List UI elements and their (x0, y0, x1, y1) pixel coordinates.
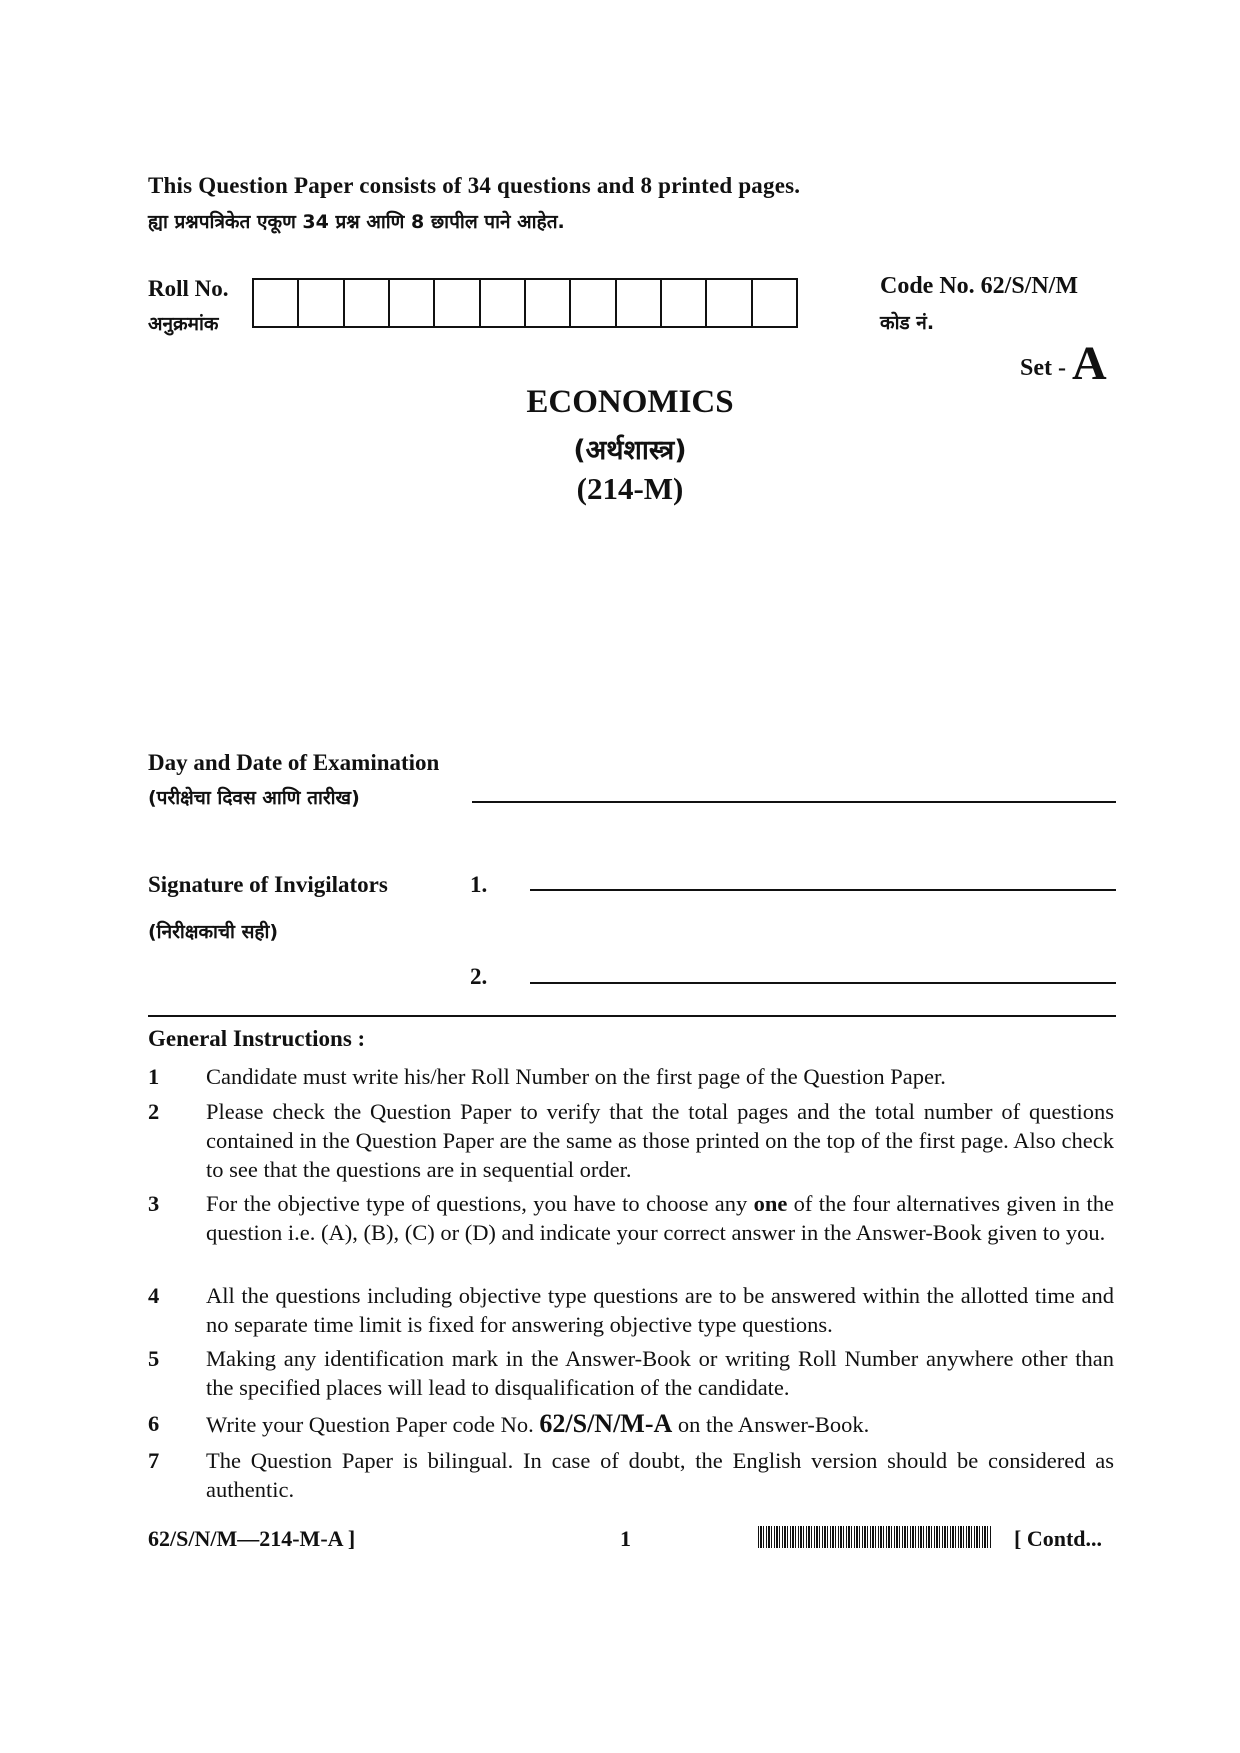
instruction-item (148, 1281, 1114, 1339)
exam-date-line[interactable] (472, 801, 1116, 803)
instruction-text: The Question Paper is bilingual. In case of doubt, the English version should be considered as authentic. (206, 1448, 1114, 1502)
roll-number-box[interactable] (571, 280, 616, 326)
set-label: Set - (1020, 355, 1066, 381)
instruction-number: 7 (148, 1448, 160, 1473)
roll-number-box[interactable] (753, 280, 796, 326)
subject-title-marathi: (अर्थशास्त्र) (573, 435, 687, 466)
roll-number-box[interactable] (662, 280, 707, 326)
roll-number-boxes[interactable] (252, 278, 798, 328)
set-letter: A (1071, 337, 1107, 390)
instruction-item (148, 1446, 1114, 1504)
instruction-text-part: on the Answer-Book. (672, 1412, 870, 1437)
roll-number-box[interactable] (345, 280, 390, 326)
instruction-text: Please check the Question Paper to verify that the total pages and the total number of questions contained in the Question Paper are the same as those printed on the top of the first page. Also check to see that the questions are in sequential order. (206, 1099, 1114, 1182)
instruction-text (206, 1409, 1114, 1439)
instruction-item (148, 1097, 1114, 1184)
instruction-number: 6 (148, 1411, 160, 1436)
barcode (758, 1526, 992, 1548)
instruction-item (148, 1344, 1114, 1402)
instruction-number: 4 (148, 1283, 160, 1308)
instruction-item (148, 1062, 1114, 1091)
invigilator-signature-label: Signature of Invigilators (148, 872, 388, 897)
instruction-number: 1 (148, 1064, 160, 1089)
exam-date-label-marathi: (परीक्षेचा दिवस आणि तारीख) (148, 787, 360, 809)
exam-date-label: Day and Date of Examination (148, 750, 440, 775)
code-number-marathi: कोड नं. (880, 312, 935, 334)
invigilator-2-number: 2. (470, 964, 488, 989)
code-number: Code No. 62/S/N/M (880, 273, 1078, 299)
paper-code-emphasis: 62/S/N/M-A (539, 1409, 673, 1438)
roll-number-box[interactable] (526, 280, 571, 326)
roll-number-label-marathi: अनुक्रमांक (148, 313, 219, 335)
instruction-item (148, 1189, 1114, 1247)
instruction-text: Making any identification mark in the Answer-Book or writing Roll Number anywhere other than the specified places will lead to disqualification of the candidate. (206, 1346, 1114, 1400)
instruction-text-part: Write your Question Paper code No. (206, 1412, 540, 1437)
instruction-emphasis: one (753, 1191, 788, 1216)
instruction-text (206, 1189, 1114, 1247)
roll-number-label: Roll No. (148, 276, 229, 301)
roll-number-box[interactable] (299, 280, 344, 326)
subject-title: ECONOMICS (526, 384, 734, 420)
instruction-number: 5 (148, 1346, 160, 1371)
page-number: 1 (620, 1526, 631, 1551)
subject-code: (214-M) (576, 471, 684, 506)
roll-number-box[interactable] (617, 280, 662, 326)
instruction-number: 3 (148, 1191, 160, 1216)
set-indicator (1020, 336, 1107, 391)
pages-info-marathi: ह्या प्रश्नपत्रिकेत एकूण 34 प्रश्न आणि 8 छापील पाने आहेत. (148, 211, 565, 233)
footer-paper-code: 62/S/N/M—214-M-A ] (148, 1526, 356, 1551)
roll-number-box[interactable] (707, 280, 752, 326)
roll-number-box[interactable] (435, 280, 480, 326)
instruction-text: All the questions including objective type questions are to be answered within the allotted time and no separate time limit is fixed for answering objective type questions. (206, 1283, 1114, 1337)
instruction-number: 2 (148, 1099, 160, 1124)
instruction-item (148, 1409, 1114, 1439)
instruction-text: Candidate must write his/her Roll Number on the first page of the Question Paper. (206, 1064, 946, 1089)
invigilator-2-line[interactable] (530, 982, 1116, 984)
continued-label: [ Contd... (1014, 1526, 1103, 1551)
roll-number-box[interactable] (481, 280, 526, 326)
general-instructions-title: General Instructions : (148, 1026, 366, 1051)
roll-number-box[interactable] (390, 280, 435, 326)
invigilator-1-number: 1. (470, 872, 488, 897)
invigilator-signature-label-marathi: (निरीक्षकाची सही) (148, 921, 279, 943)
roll-number-box[interactable] (254, 280, 299, 326)
instruction-text-part: For the objective type of questions, you have to choose any (206, 1191, 754, 1216)
invigilator-1-line[interactable] (530, 889, 1116, 891)
pages-info-english: This Question Paper consists of 34 questions and 8 printed pages. (148, 173, 801, 198)
section-divider (148, 1015, 1116, 1017)
instruction-text-part: of the four alternatives given in the question i.e. (A), (B), (C) or (D) and indicate your correct answer in the Answer-Book given to you. (206, 1191, 1114, 1245)
